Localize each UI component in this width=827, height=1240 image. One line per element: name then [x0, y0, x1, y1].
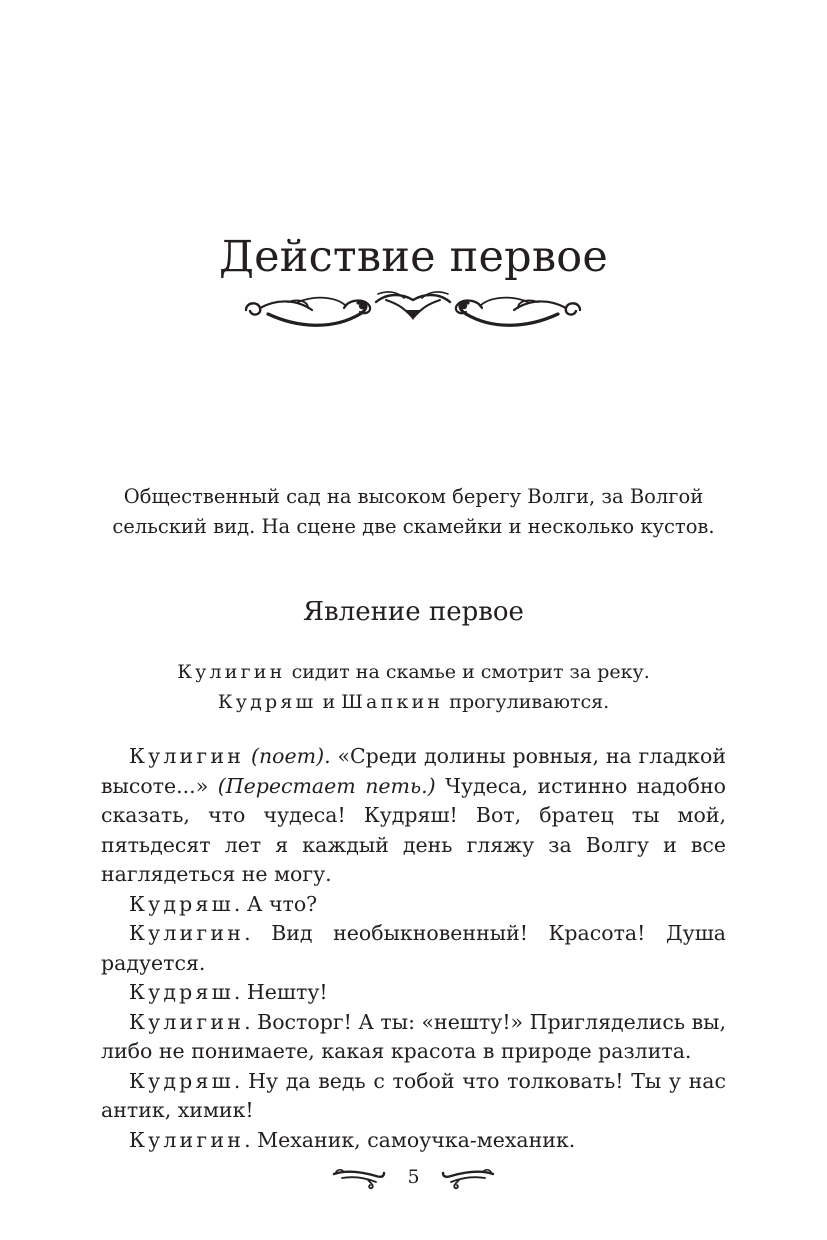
- character-name: Шапкин: [341, 691, 444, 713]
- setting-line-2: сельский вид. На сцене две скамейки и несколько кустов.: [112, 515, 715, 538]
- stage-remark: (Перестает петь.): [217, 773, 436, 798]
- scene-direction-line-2: [60, 687, 767, 717]
- dialogue-line: [101, 1008, 726, 1067]
- speaker-name: Кулигин: [129, 744, 245, 768]
- direction-text: прогуливаются.: [443, 691, 610, 713]
- scroll-ornament-icon: [238, 288, 588, 334]
- speech-text: . А что?: [233, 891, 318, 916]
- speaker-name: Кулигин: [129, 921, 245, 945]
- setting-line-1: Общественный сад на высоком берегу Волги, за Волгой: [123, 485, 704, 508]
- speech-text: . Восторг! А ты: «нешту!» Пригляделись вы, либо не понимаете, какая красота в природе разлита.: [101, 1009, 726, 1063]
- setting-description: [60, 482, 767, 542]
- right-flourish-icon: [441, 1166, 495, 1190]
- speaker-name: Кулигин: [129, 1009, 245, 1034]
- page-number: 5: [407, 1166, 420, 1188]
- character-name: Кудряш: [217, 691, 317, 713]
- direction-text: сидит на скамье и смотрит за реку.: [285, 661, 650, 683]
- dialogue-line: [101, 919, 726, 978]
- speaker-name: Кудряш: [129, 891, 234, 916]
- speech-text: . Нешту!: [233, 980, 328, 1004]
- speech-text: Чудеса, истинно надобно сказать, что чудеса! Кудряш! Вот, братец ты мой, пятьдесят лет я каждый день гляжу за Волгу и все наглядеться не могу.: [101, 773, 726, 886]
- speaker-name: Кудряш: [129, 1068, 234, 1093]
- act-title: Действие первое: [218, 232, 609, 282]
- character-name: Кулигин: [177, 661, 286, 683]
- stage-remark: (поет).: [250, 744, 331, 768]
- scene-title: Явление первое: [303, 597, 524, 627]
- scene-direction-line-1: [60, 657, 767, 687]
- speech-text: . Ну да ведь с тобой что толковать! Ты у нас антик, химик!: [101, 1068, 726, 1122]
- dialogue-block: [101, 742, 726, 1155]
- dialogue-line: [101, 1067, 726, 1126]
- speech-text: . Механик, самоучка-механик.: [244, 1127, 576, 1152]
- direction-conjunction: и: [316, 691, 342, 713]
- speech-text: . Вид необыкновенный! Красота! Душа радуется.: [101, 921, 726, 975]
- page-footer: [0, 1160, 827, 1196]
- dialogue-line: [101, 978, 726, 1008]
- speech-text: «Среди долины ровныя, на гладкой высоте...»: [101, 744, 726, 798]
- scene-direction: [60, 657, 767, 717]
- dialogue-line: [101, 742, 726, 890]
- dialogue-line: [101, 890, 726, 920]
- speaker-name: Кудряш: [129, 980, 234, 1004]
- speaker-name: Кулигин: [129, 1127, 245, 1152]
- dialogue-line: [101, 1126, 726, 1156]
